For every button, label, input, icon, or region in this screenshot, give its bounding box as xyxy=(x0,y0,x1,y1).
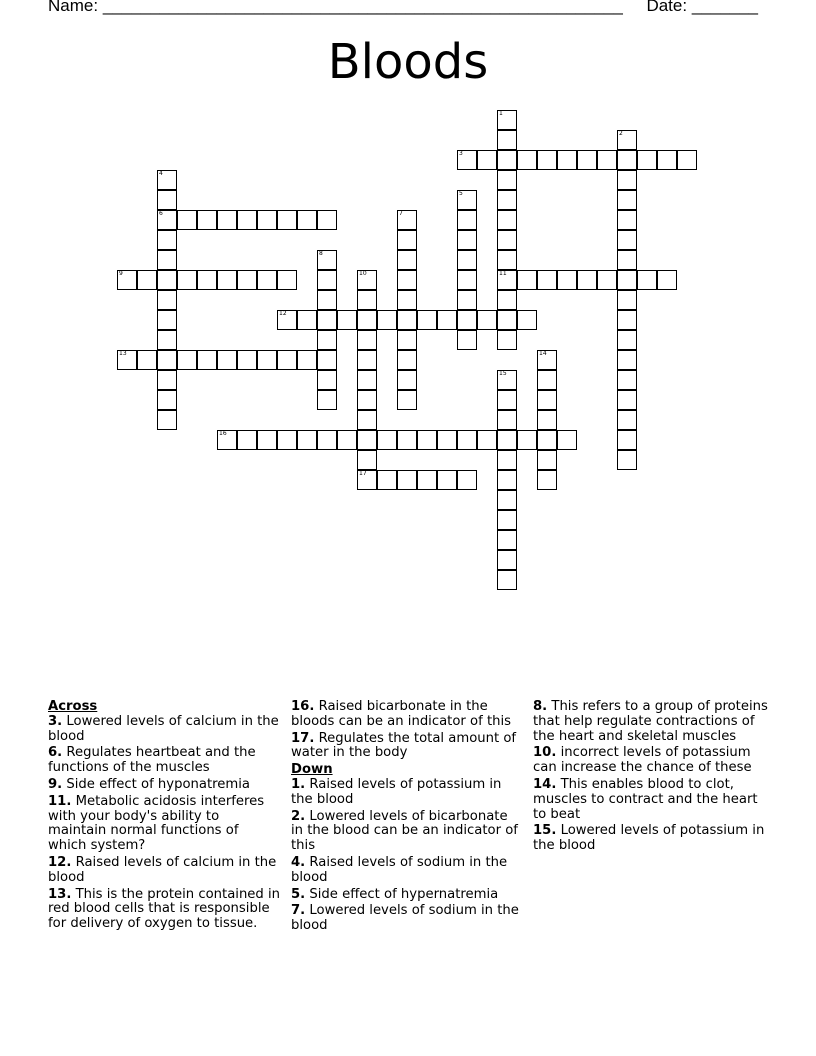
grid-cell[interactable] xyxy=(157,310,177,330)
clue-across-17: 17. Regulates the total amount of water in the body xyxy=(291,730,517,761)
grid-cell[interactable] xyxy=(397,290,417,310)
grid-cell[interactable] xyxy=(597,150,617,170)
grid-cell[interactable] xyxy=(137,350,157,370)
clue-number: 8 xyxy=(319,250,323,257)
grid-cell[interactable] xyxy=(497,230,517,250)
grid-cell[interactable] xyxy=(237,270,257,290)
clue-number: 7 xyxy=(399,210,403,217)
clue-number: 2 xyxy=(619,130,623,137)
clue-number: 4 xyxy=(159,170,163,177)
grid-cell[interactable] xyxy=(497,110,517,130)
grid-cell[interactable] xyxy=(497,190,517,210)
grid-cell[interactable] xyxy=(617,270,637,290)
clues-column-2 xyxy=(291,700,523,936)
name-label: Name: xyxy=(48,0,99,15)
grid-cell[interactable] xyxy=(457,230,477,250)
grid-cell[interactable] xyxy=(397,470,417,490)
grid-cell[interactable] xyxy=(497,310,517,330)
grid-cell[interactable] xyxy=(277,210,297,230)
grid-cell[interactable] xyxy=(617,450,637,470)
grid-cell[interactable] xyxy=(497,490,517,510)
grid-cell[interactable] xyxy=(517,150,537,170)
grid-cell[interactable] xyxy=(437,430,457,450)
grid-cell[interactable] xyxy=(497,150,517,170)
grid-cell[interactable] xyxy=(397,430,417,450)
grid-cell[interactable] xyxy=(617,430,637,450)
grid-cell[interactable] xyxy=(197,210,217,230)
grid-cell[interactable] xyxy=(297,210,317,230)
grid-cell[interactable] xyxy=(617,410,637,430)
grid-cell[interactable] xyxy=(317,210,337,230)
grid-cell[interactable] xyxy=(157,190,177,210)
grid-cell[interactable] xyxy=(257,210,277,230)
grid-cell[interactable] xyxy=(617,190,637,210)
grid-cell[interactable] xyxy=(277,270,297,290)
clue-down-14: 14. This enables blood to clot, muscles to contract and the heart to beat xyxy=(533,776,758,822)
date-line[interactable]: _______ xyxy=(691,0,759,15)
grid-cell[interactable] xyxy=(137,270,157,290)
grid-cell[interactable] xyxy=(117,350,137,370)
grid-cell[interactable] xyxy=(357,390,377,410)
grid-cell[interactable] xyxy=(557,430,577,450)
grid-cell[interactable] xyxy=(357,270,377,290)
grid-cell[interactable] xyxy=(497,470,517,490)
grid-cell[interactable] xyxy=(497,450,517,470)
grid-cell[interactable] xyxy=(157,230,177,250)
grid-cell[interactable] xyxy=(657,150,677,170)
clue-number: 12 xyxy=(279,310,287,317)
grid-cell[interactable] xyxy=(157,330,177,350)
grid-cell[interactable] xyxy=(397,370,417,390)
grid-cell[interactable] xyxy=(237,430,257,450)
grid-cell[interactable] xyxy=(577,150,597,170)
grid-cell[interactable] xyxy=(617,350,637,370)
grid-cell[interactable] xyxy=(537,350,557,370)
grid-cell[interactable] xyxy=(657,270,677,290)
clue-number: 11 xyxy=(499,270,507,277)
grid-cell[interactable] xyxy=(457,330,477,350)
grid-cell[interactable] xyxy=(257,430,277,450)
grid-cell[interactable] xyxy=(157,250,177,270)
grid-cell[interactable] xyxy=(297,310,317,330)
grid-cell[interactable] xyxy=(497,390,517,410)
grid-cell[interactable] xyxy=(537,450,557,470)
clue-number: 15 xyxy=(499,370,507,377)
clue-number: 14 xyxy=(539,350,547,357)
clue-across-3: 3. Lowered levels of calcium in the blood xyxy=(48,713,279,744)
grid-cell[interactable] xyxy=(357,330,377,350)
grid-cell[interactable] xyxy=(517,310,537,330)
grid-cell[interactable] xyxy=(397,310,417,330)
grid-cell[interactable] xyxy=(617,370,637,390)
grid-cell[interactable] xyxy=(497,290,517,310)
grid-cell[interactable] xyxy=(217,350,237,370)
grid-cell[interactable] xyxy=(177,270,197,290)
clue-down-4: 4. Raised levels of sodium in the blood xyxy=(291,854,508,885)
grid-cell[interactable] xyxy=(537,470,557,490)
clue-across-6: 6. Regulates heartbeat and the functions of the muscles xyxy=(48,745,256,776)
grid-cell[interactable] xyxy=(217,430,237,450)
grid-cell[interactable] xyxy=(497,210,517,230)
grid-cell[interactable] xyxy=(197,270,217,290)
grid-cell[interactable] xyxy=(197,350,217,370)
grid-cell[interactable] xyxy=(497,370,517,390)
grid-cell[interactable] xyxy=(497,430,517,450)
grid-cell[interactable] xyxy=(637,150,657,170)
grid-cell[interactable] xyxy=(297,430,317,450)
grid-cell[interactable] xyxy=(117,270,137,290)
grid-cell[interactable] xyxy=(317,350,337,370)
grid-cell[interactable] xyxy=(517,430,537,450)
clue-down-5: 5. Side effect of hypernatremia xyxy=(291,886,499,902)
grid-cell[interactable] xyxy=(517,270,537,290)
grid-cell[interactable] xyxy=(357,350,377,370)
clue-across-13: 13. This is the protein contained in red blood cells that is responsible for delivery of oxygen to tissue. xyxy=(48,886,280,932)
grid-cell[interactable] xyxy=(597,270,617,290)
clue-number: 13 xyxy=(119,350,127,357)
grid-cell[interactable] xyxy=(337,310,357,330)
clue-across-16: 16. Raised bicarbonate in the bloods can be an indicator of this xyxy=(291,699,512,729)
grid-cell[interactable] xyxy=(537,410,557,430)
grid-cell[interactable] xyxy=(157,270,177,290)
grid-cell[interactable] xyxy=(177,210,197,230)
grid-cell[interactable] xyxy=(277,350,297,370)
date-label: Date: xyxy=(646,0,688,15)
grid-cell[interactable] xyxy=(397,270,417,290)
grid-cell[interactable] xyxy=(497,330,517,350)
grid-cell[interactable] xyxy=(557,270,577,290)
grid-cell[interactable] xyxy=(217,270,237,290)
grid-cell[interactable] xyxy=(617,130,637,150)
name-line[interactable]: _______________________________________________________ xyxy=(102,0,623,15)
grid-cell[interactable] xyxy=(437,310,457,330)
grid-cell[interactable] xyxy=(357,470,377,490)
grid-cell[interactable] xyxy=(357,450,377,470)
clue-down-10: 10. incorrect levels of potassium can increase the chance of these xyxy=(533,745,752,776)
grid-cell[interactable] xyxy=(417,430,437,450)
grid-cell[interactable] xyxy=(317,270,337,290)
grid-cell[interactable] xyxy=(457,270,477,290)
grid-cell[interactable] xyxy=(317,430,337,450)
clue-down-2: 2. Lowered levels of bicarbonate in the blood can be an indicator of this xyxy=(291,808,518,854)
grid-cell[interactable] xyxy=(457,470,477,490)
grid-cell[interactable] xyxy=(417,310,437,330)
grid-cell[interactable] xyxy=(417,470,437,490)
grid-cell[interactable] xyxy=(617,150,637,170)
grid-cell[interactable] xyxy=(317,330,337,350)
grid-cell[interactable] xyxy=(397,350,417,370)
grid-cell[interactable] xyxy=(157,350,177,370)
clue-across-12: 12. Raised levels of calcium in the blood xyxy=(48,854,277,885)
grid-cell[interactable] xyxy=(317,310,337,330)
clue-number: 16 xyxy=(219,430,227,437)
grid-cell[interactable] xyxy=(337,430,357,450)
grid-cell[interactable] xyxy=(257,270,277,290)
grid-cell[interactable] xyxy=(497,130,517,150)
grid-cell[interactable] xyxy=(357,410,377,430)
grid-cell[interactable] xyxy=(477,310,497,330)
grid-cell[interactable] xyxy=(317,370,337,390)
page-title: Bloods xyxy=(327,34,489,90)
down-heading: Down xyxy=(291,762,333,778)
grid-cell[interactable] xyxy=(537,430,557,450)
grid-cell[interactable] xyxy=(477,430,497,450)
clue-number: 17 xyxy=(359,470,367,477)
clue-number: 3 xyxy=(459,150,463,157)
grid-cell[interactable] xyxy=(397,230,417,250)
grid-cell[interactable] xyxy=(617,230,637,250)
grid-cell[interactable] xyxy=(497,170,517,190)
clue-number: 1 xyxy=(499,110,503,117)
grid-cell[interactable] xyxy=(397,390,417,410)
grid-cell[interactable] xyxy=(157,210,177,230)
grid-cell[interactable] xyxy=(457,250,477,270)
grid-cell[interactable] xyxy=(397,210,417,230)
grid-cell[interactable] xyxy=(397,330,417,350)
grid-cell[interactable] xyxy=(617,390,637,410)
grid-cell[interactable] xyxy=(317,250,337,270)
grid-cell[interactable] xyxy=(617,250,637,270)
grid-cell[interactable] xyxy=(497,530,517,550)
grid-cell[interactable] xyxy=(617,210,637,230)
grid-cell[interactable] xyxy=(317,290,337,310)
grid-cell[interactable] xyxy=(317,390,337,410)
grid-cell[interactable] xyxy=(237,210,257,230)
grid-cell[interactable] xyxy=(497,410,517,430)
grid-cell[interactable] xyxy=(357,290,377,310)
grid-cell[interactable] xyxy=(457,150,477,170)
grid-cell[interactable] xyxy=(457,290,477,310)
grid-cell[interactable] xyxy=(537,390,557,410)
grid-cell[interactable] xyxy=(157,410,177,430)
grid-cell[interactable] xyxy=(277,430,297,450)
clues-column-3 xyxy=(533,700,769,856)
grid-cell[interactable] xyxy=(537,150,557,170)
across-heading: Across xyxy=(48,699,98,714)
grid-cell[interactable] xyxy=(437,470,457,490)
clue-down-1: 1. Raised levels of potassium in the blood xyxy=(291,776,502,807)
grid-cell[interactable] xyxy=(577,270,597,290)
grid-cell[interactable] xyxy=(477,150,497,170)
clue-down-15: 15. Lowered levels of potassium in the blood xyxy=(533,823,765,854)
grid-cell[interactable] xyxy=(257,350,277,370)
grid-cell[interactable] xyxy=(617,290,637,310)
grid-cell[interactable] xyxy=(457,310,477,330)
grid-cell[interactable] xyxy=(497,250,517,270)
clue-across-9: 9. Side effect of hyponatremia xyxy=(48,776,250,792)
grid-cell[interactable] xyxy=(497,570,517,590)
grid-cell[interactable] xyxy=(377,430,397,450)
grid-cell[interactable] xyxy=(497,510,517,530)
grid-cell[interactable] xyxy=(617,330,637,350)
grid-cell[interactable] xyxy=(157,390,177,410)
grid-cell[interactable] xyxy=(157,290,177,310)
clue-number: 6 xyxy=(159,210,163,217)
grid-cell[interactable] xyxy=(497,550,517,570)
grid-cell[interactable] xyxy=(277,310,297,330)
grid-cell[interactable] xyxy=(397,250,417,270)
grid-cell[interactable] xyxy=(617,170,637,190)
clue-number: 5 xyxy=(459,190,463,197)
grid-cell[interactable] xyxy=(157,370,177,390)
clues-column-1 xyxy=(48,700,280,934)
clue-down-8: 8. This refers to a group of proteins that help regulate contractions of the heart and skeletal muscles xyxy=(533,699,768,744)
grid-cell[interactable] xyxy=(537,370,557,390)
grid-cell[interactable] xyxy=(497,270,517,290)
grid-cell[interactable] xyxy=(457,210,477,230)
grid-cell[interactable] xyxy=(217,210,237,230)
grid-cell[interactable] xyxy=(557,150,577,170)
grid-cell[interactable] xyxy=(457,190,477,210)
clue-number: 10 xyxy=(359,270,367,277)
grid-cell[interactable] xyxy=(537,270,557,290)
grid-cell[interactable] xyxy=(237,350,257,370)
clue-down-7: 7. Lowered levels of sodium in the blood xyxy=(291,903,519,934)
grid-cell[interactable] xyxy=(297,350,317,370)
grid-cell[interactable] xyxy=(357,370,377,390)
grid-cell[interactable] xyxy=(357,430,377,450)
grid-cell[interactable] xyxy=(617,310,637,330)
grid-cell[interactable] xyxy=(457,430,477,450)
grid-cell[interactable] xyxy=(157,170,177,190)
grid-cell[interactable] xyxy=(357,310,377,330)
grid-cell[interactable] xyxy=(377,470,397,490)
clue-across-11: 11. Metabolic acidosis interferes with your body's ability to maintain normal functions of which system? xyxy=(48,793,265,854)
grid-cell[interactable] xyxy=(177,350,197,370)
grid-cell[interactable] xyxy=(377,310,397,330)
clue-number: 9 xyxy=(119,270,123,277)
grid-cell[interactable] xyxy=(637,270,657,290)
grid-cell[interactable] xyxy=(677,150,697,170)
